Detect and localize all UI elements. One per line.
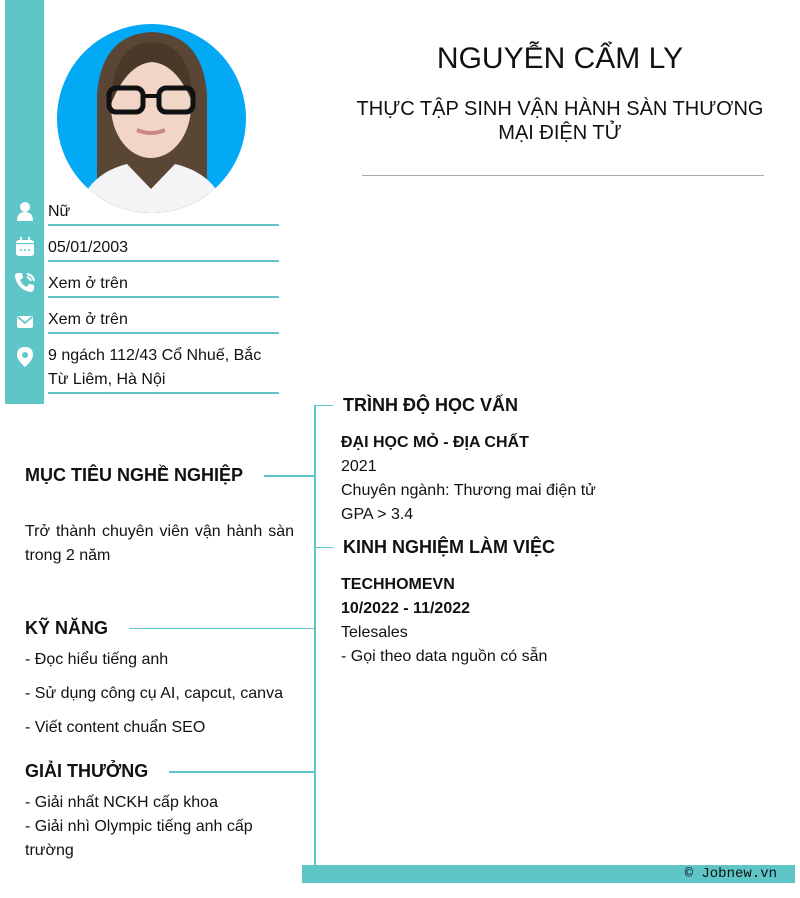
address-field: 9 ngách 112/43 Cổ Nhuế, Bắc Từ Liêm, Hà Nội — [48, 344, 279, 394]
location-icon — [14, 346, 36, 368]
awards-heading: GIẢI THƯỞNG — [25, 761, 149, 781]
work-role: Telesales — [341, 624, 408, 641]
work-period: 10/2022 - 11/2022 — [341, 600, 471, 617]
email-icon — [14, 311, 36, 333]
candidate-name: NGUYỄN CẨM LY — [436, 42, 684, 75]
phone-icon — [14, 271, 36, 293]
dob-field: 05/01/2003 — [48, 236, 279, 262]
award-item: - Giải nhất NCKH cấp khoa — [25, 794, 218, 811]
work-description: - Gọi theo data nguồn có sẵn — [341, 648, 548, 665]
divider — [362, 175, 764, 176]
education-major: Chuyên ngành: Thương mai điện tử — [341, 482, 596, 499]
email-field: Xem ở trên — [48, 308, 279, 334]
skill-item: - Sử dụng công cụ AI, capcut, canva — [25, 685, 283, 702]
company-name: TECHHOMEVN — [341, 576, 455, 593]
timeline-line — [314, 405, 316, 865]
skills-heading: KỸ NĂNG — [25, 618, 109, 638]
connector — [169, 771, 315, 773]
phone-field: Xem ở trên — [48, 272, 279, 298]
education-gpa: GPA > 3.4 — [341, 506, 414, 523]
copyright-text: © Jobnew.vn — [684, 866, 777, 882]
profile-photo — [57, 24, 246, 213]
skill-item: - Đọc hiểu tiếng anh — [25, 651, 169, 668]
school-name: ĐẠI HỌC MỎ - ĐỊA CHẤT — [341, 434, 529, 451]
connector — [264, 475, 315, 477]
connector — [129, 628, 315, 629]
education-year: 2021 — [341, 458, 377, 475]
person-icon — [14, 200, 36, 222]
job-title: THỰC TẬP SINH VẬN HÀNH SÀN THƯƠNG MẠI ĐIỆN TỬ — [356, 98, 764, 144]
experience-heading: KINH NGHIỆM LÀM VIỆC — [343, 537, 556, 557]
gender-field: Nữ — [48, 200, 279, 226]
award-item: - Giải nhì Olympic tiếng anh cấp trường — [25, 818, 253, 859]
footer-bar — [302, 865, 795, 883]
objective-text: Trở thành chuyên viên vận hành sàn trong 2 năm — [25, 523, 294, 564]
objective-heading: MỤC TIÊU NGHỀ NGHIỆP — [25, 465, 244, 485]
connector — [315, 547, 333, 548]
connector — [315, 405, 333, 406]
calendar-icon — [14, 236, 36, 258]
skill-item: - Viết content chuẩn SEO — [25, 719, 206, 736]
education-heading: TRÌNH ĐỘ HỌC VẤN — [343, 395, 518, 415]
